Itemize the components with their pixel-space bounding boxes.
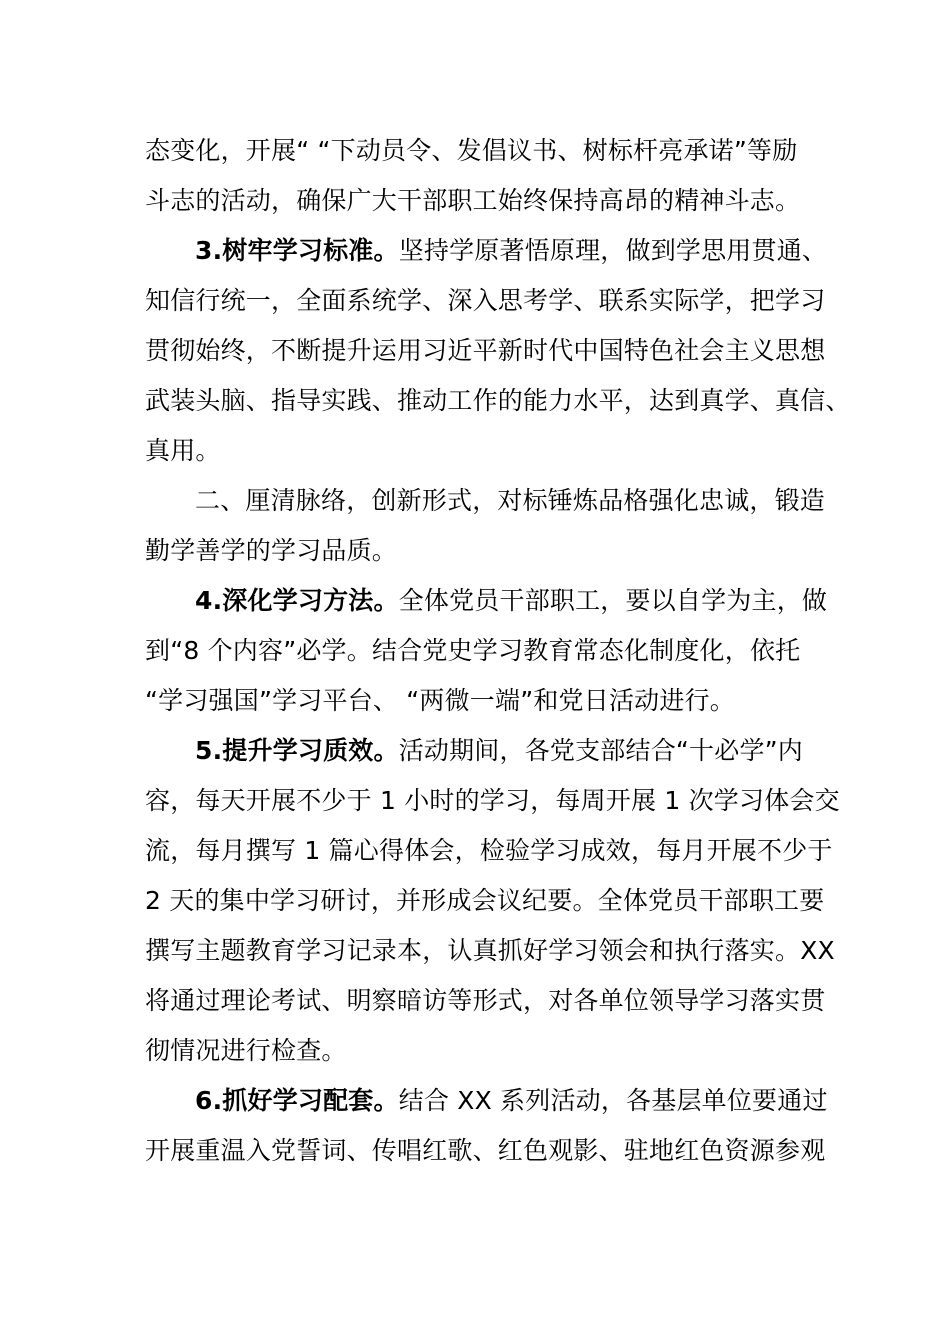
heading-title: 3.树牢学习标准。 (195, 236, 399, 265)
text-line: 撰写主题教育学习记录本，认真抓好学习领会和执行落实。XX (145, 936, 835, 965)
text-line: 彻情况进行检查。 (145, 1036, 347, 1065)
text-line: 勤学善学的学习品质。 (145, 536, 398, 565)
heading-title: 4.深化学习方法。 (195, 586, 399, 615)
heading-title: 6.抓好学习配套。 (195, 1086, 399, 1115)
text-line: 贯彻始终，不断提升运用习近平新时代中国特色社会主义思想 (145, 336, 826, 365)
section-heading-6 (195, 1084, 865, 1118)
text-line: 武装头脑、指导实践、推动工作的能力水平，达到真学、真信、 (145, 386, 851, 415)
text-line: 知信行统一，全面系统学、深入思考学、联系实际学，把学习 (145, 286, 826, 315)
heading-text: 结合 XX 系列活动，各基层单位要通过 (398, 1086, 828, 1115)
text-line: 将通过理论考试、明察暗访等形式，对各单位领导学习落实贯 (145, 986, 826, 1015)
text-line: 2 天的集中学习研讨，并形成会议纪要。全体党员干部职工要 (145, 886, 825, 915)
text-line: 到“8 个内容”必学。结合党史学习教育常态化制度化，依托 (145, 636, 801, 665)
heading-text: 坚持学原著悟原理，做到学思用贯通、 (398, 236, 828, 265)
section-heading-3 (195, 234, 865, 268)
text-line: 态变化，开展“ “下动员令、发倡议书、树标杆亮承诺”等励 (145, 136, 798, 165)
heading-title: 5.提升学习质效。 (195, 736, 399, 765)
text-line: 容，每天开展不少于 1 小时的学习，每周开展 1 次学习体会交 (145, 786, 840, 815)
heading-text: 全体党员干部职工，要以自学为主，做 (398, 586, 828, 615)
text-line: “学习强国”学习平台、 “两微一端”和党日活动进行。 (145, 686, 735, 715)
section-heading-4 (195, 584, 865, 618)
text-line: 真用。 (145, 436, 221, 465)
section-heading-5 (195, 734, 865, 768)
text-line: 斗志的活动，确保广大干部职工始终保持高昂的精神斗志。 (145, 186, 801, 215)
section-title-2: 二、厘清脉络，创新形式，对标锤炼品格强化忠诚，锻造 (195, 486, 826, 515)
text-line: 开展重温入党誓词、传唱红歌、红色观影、驻地红色资源参观 (145, 1136, 826, 1165)
text-line: 流，每月撰写 1 篇心得体会，检验学习成效，每月开展不少于 (145, 836, 833, 865)
heading-text: 活动期间，各党支部结合“十必学”内 (398, 736, 804, 765)
